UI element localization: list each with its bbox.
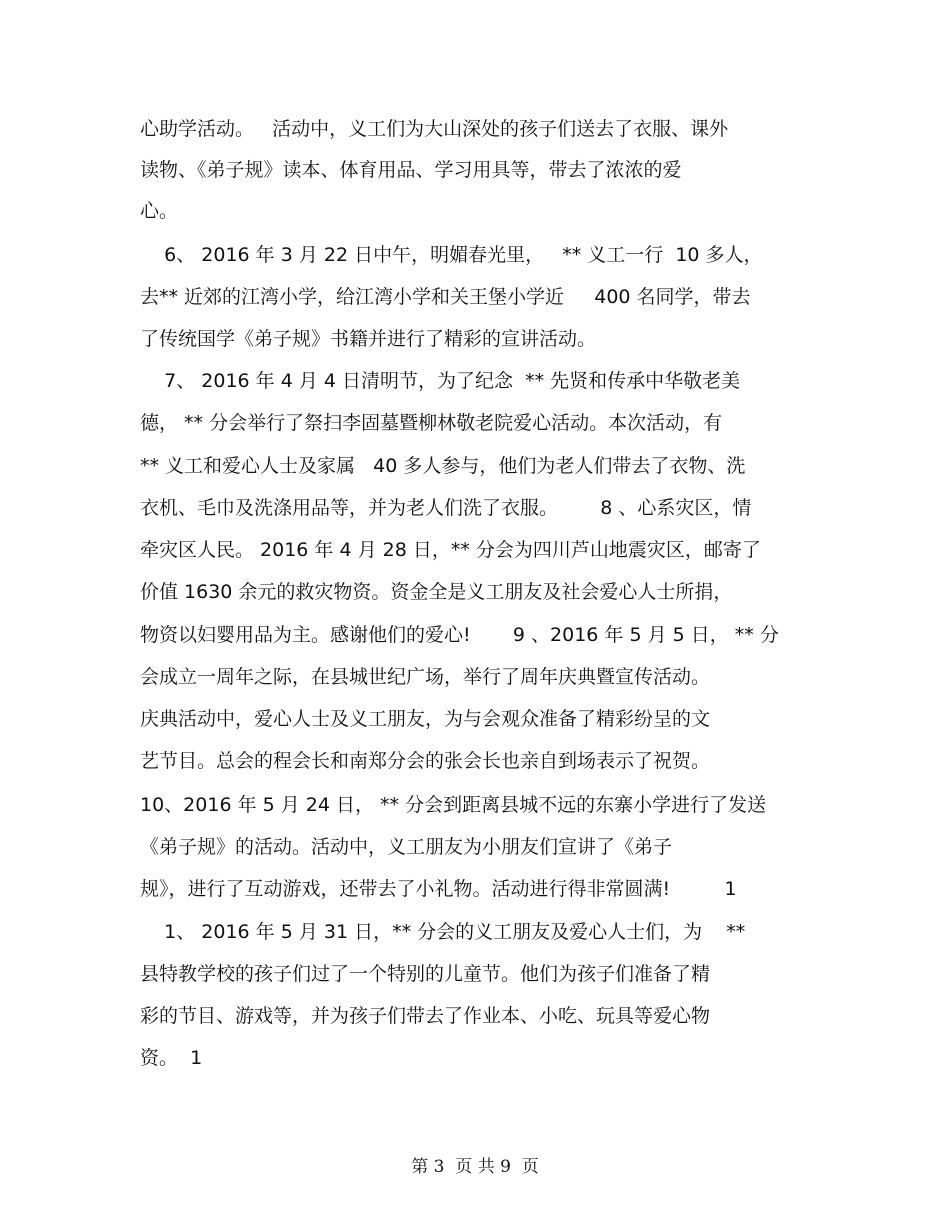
text-line: 7、 2016 年 4 月 4 日清明节，为了纪念 ** 先贤和传承中华敬老美 (140, 370, 741, 392)
text-line: 彩的节目、游戏等，并为孩子们带去了作业本、小吃、玩具等爱心物 (140, 1005, 711, 1027)
text-line: 牵灾区人民。 2016 年 4 月 28 日，** 分会为四川芦山地震灾区，邮寄了 (140, 539, 761, 561)
page-footer: 第 3 页 共 9 页 (411, 1157, 539, 1177)
text-line: 衣机、毛巾及洗涤用品等，并为老人们洗了衣服。 8 、心系灾区，情 (140, 497, 752, 519)
text-line: 物资以妇婴用品为主。感谢他们的爱心! 9 、2016 年 5 月 5 日， ** 分 (140, 624, 779, 646)
text-line: 德， ** 分会举行了祭扫李固墓暨柳林敬老院爱心活动。本次活动，有 (140, 412, 723, 434)
text-line: 了传统国学《弟子规》书籍并进行了精彩的宣讲活动。 (140, 328, 597, 350)
text-line: 县特教学校的孩子们过了一个特别的儿童节。他们为孩子们准备了精 (140, 963, 711, 985)
text-line: ** 义工和爱心人士及家属 40 多人参与，他们为老人们带去了衣物、洗 (140, 455, 746, 477)
text-line: 10、2016 年 5 月 24 日， ** 分会到距离县城不远的东寨小学进行了发送 (140, 794, 767, 816)
text-line: 艺节目。总会的程会长和南郑分会的张会长也亲自到场表示了祝贺。 (140, 750, 711, 772)
text-line: 1、 2016 年 5 月 31 日，** 分会的义工朋友及爱心人士们，为 ** (140, 921, 746, 943)
text-line: 庆典活动中，爱心人士及义工朋友，为与会观众准备了精彩纷呈的文 (140, 708, 711, 730)
text-line: 规》，进行了互动游戏，还带去了小礼物。活动进行得非常圆满! 1 (140, 878, 737, 900)
text-line: 价值 1630 余元的救灾物资。资金全是义工朋友及社会爱心人士所捐， (140, 581, 733, 603)
text-line: 会成立一周年之际，在县城世纪广场，举行了周年庆典暨宣传活动。 (140, 666, 711, 688)
text-line: 心助学活动。 活动中，义工们为大山深处的孩子们送去了衣服、课外 (140, 118, 729, 140)
text-line: 《弟子规》的活动。活动中，义工朋友为小朋友们宣讲了《弟子 (140, 836, 673, 858)
text-line: 心。 (140, 200, 179, 222)
text-line: 去** 近郊的江湾小学，给江湾小学和关王堡小学近 400 名同学，带去 (140, 286, 751, 308)
text-line: 6、 2016 年 3 月 22 日中午，明媚春光里， ** 义工一行 10 多人， (140, 244, 763, 266)
text-line: 资。 1 (140, 1047, 203, 1069)
text-line: 读物、《弟子规》读本、体育用品、学习用具等，带去了浓浓的爱 (140, 159, 682, 181)
